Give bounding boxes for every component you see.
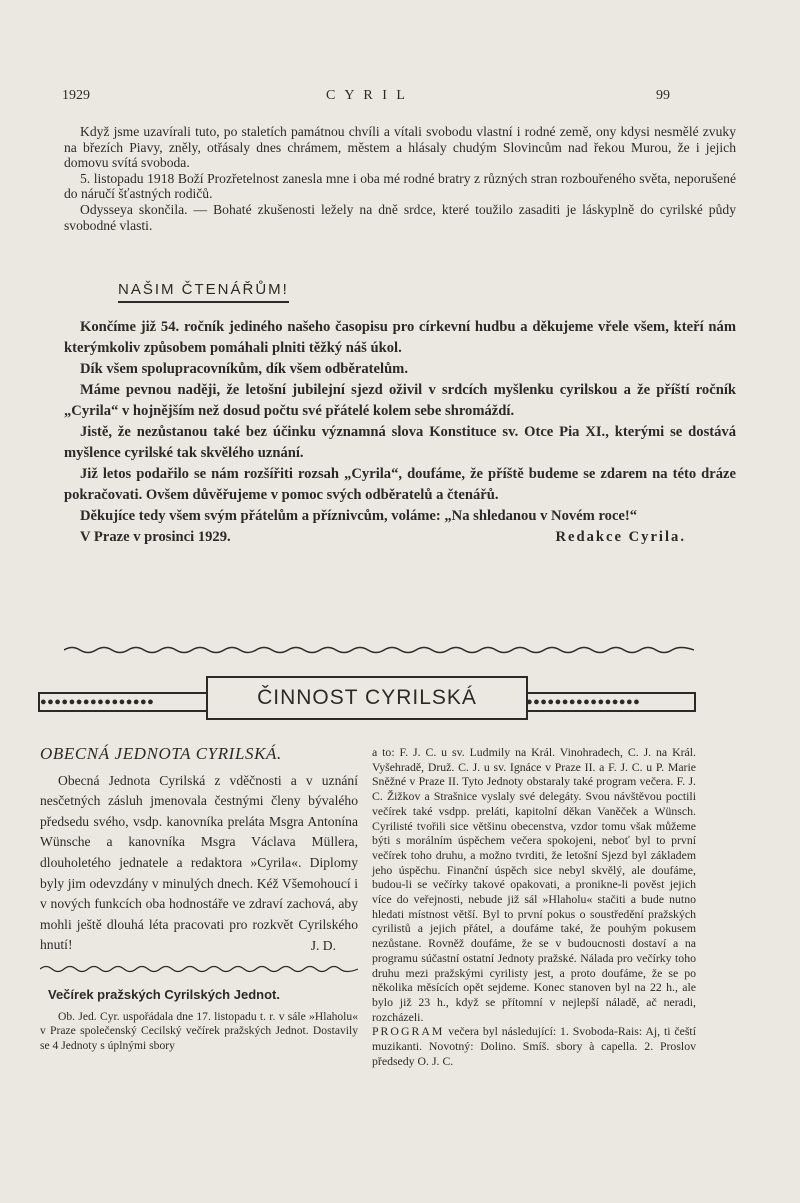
- signature: Redakce Cyrila.: [555, 529, 686, 545]
- paragraph: Když jsme uzavírali tuto, po staletích památnou chvíli a vítali svobodu vlastní i rodné země, ony kdysi nesmělé zvuky na březích Piavy, zněly, otřásaly dnes chrámem, městem a hlásaly chudým Slovincům nad řekou Murou, že i jejich domovu svítá svoboda.: [64, 124, 736, 171]
- left-column: [40, 744, 358, 1053]
- paragraph: Děkujíce tedy všem svým přátelům a příznivcům, voláme: „Na shledanou v Novém roce!“: [80, 508, 638, 524]
- header-journal-title: C Y R I L: [326, 88, 408, 103]
- intro-text: [64, 124, 736, 233]
- paragraph: a to: F. J. C. u sv. Ludmily na Král. Vinohradech, C. J. na Král. Vyšehradě, Druž. C. J. u sv. Ignáce v Praze II. a F. J. C. u P. Marie Sněžné v Praze II. Tyto Jednoty obstaraly také program večera. F. J. C. Žižkov a Strašnice vyslaly své delegáty. Svou návštěvou poctili večírek také vsdpp. preláti, kapitolní děkan Vaněček a Wünsch. Cyrilisté tvořili sice většinu obecenstva, vzdor tomu však můžeme býti s morálním úspěchem večera spokojeni, neboť byl to první večírek toho druhu, a možno tvrditi, že letošní Sjezd byl základem jeho úspěchu. Finanční úspěch sice nebyl skvělý, ale doufáme, budou-li se večírky takové opakovati, a pronikne-li pověst jejich více do veřejnosti, nebude již sál »Hlaholu« stačiti a bude nutno hledati místnost větší. Byl to první pokus o soustředění pražských cyrilistů a jejich přátel, a doufáme také, že pouhým pokusem nezůstane. Rovněž doufáme, že se v budoucnosti dostaví a na programu súčastní ostatní Jednoty pražské. Nálada pro večírky toho druhu mezi pražskými cyrilisty jest, a proto doufáme, že se po několika měsících opět sejdeme. Konec stanoven byl na 22 h., ale bylo již 23 h., když se přítomní v nejlepší náladě, ač neradi, rozcházeli.: [372, 745, 696, 1024]
- place-date: V Praze v prosinci 1929.: [80, 529, 231, 545]
- paragraph: Jistě, že nezůstanou také bez účinku významná slova Konstituce sv. Otce Pia XI., kterými se dostává myšlence cyrilské tak skvělého uznání.: [64, 424, 736, 461]
- header-page-number: 99: [656, 88, 670, 103]
- wavy-divider: [40, 963, 358, 975]
- paragraph: Dík všem spolupracovníkům, dík všem odběratelům.: [80, 361, 408, 377]
- section-banner: [38, 676, 698, 722]
- dot-ornament: ●●●●●●●●●●●●●●●●: [526, 692, 696, 712]
- article-heading: OBECNÁ JEDNOTA CYRILSKÁ.: [40, 744, 282, 763]
- paragraph: Obecná Jednota Cyrilská z vděčnosti a v uznání nesčetných zásluh jmenovala čestnými členy bývalého předsedu svého, vsdp. kanovníka preláta Msgra Antonína Wünsche a kanovníka Msgra Václava Müllera, dlouholetého jednatele a redaktora »Cyrila«. Diplomy byly jim odevzdány v minulých dnech. Kéž Všemohoucí i v nových funkcích oba hodnostáře ve zdraví zachová, aby mohli ještě dlouhá léta pracovati pro rozkvět Cyrilského hnutí!: [40, 772, 358, 953]
- paragraph: Máme pevnou naději, že letošní jubilejní sjezd oživil v srdcích myšlenku cyrilskou a že příští ročník „Cyrila“ v hojnějším než dosud počtu své přátelé kolem sebe shromáždí.: [64, 382, 736, 419]
- initials: J. D.: [310, 937, 336, 953]
- paragraph: Již letos podařilo se nám rozšířiti rozsah „Cyrila“, doufáme, že příště budeme se zdarem na této dráze pokračovati. Ovšem důvěřujeme v pomoc svých odběratelů a čtenářů.: [64, 466, 736, 503]
- dot-ornament: ●●●●●●●●●●●●●●●●: [38, 692, 206, 712]
- section-heading: NAŠIM ČTENÁŘŮM!: [118, 281, 289, 303]
- wavy-divider: [64, 643, 694, 657]
- header-year: 1929: [62, 88, 90, 103]
- paragraph: Odysseya skončila. — Bohaté zkušenosti ležely na dně srdce, které toužilo zasaditi je láskyplně do cyrilské půdy svobodné vlasti.: [64, 201, 736, 233]
- program-label: PROGRAM: [372, 1024, 445, 1039]
- paragraph: Ob. Jed. Cyr. uspořádala dne 17. listopadu t. r. v sále »Hlaholu« v Praze společenský Cecilský večírek pražských Jednot. Dostavily se 4 Jednoty s úplnými sbory: [40, 1009, 358, 1052]
- right-column: [372, 745, 696, 1068]
- program-text: večera byl následující: 1. Svoboda-Rais: Aj, ti čeští muzikanti. Novotný: Dolino. Smíš. sbory à capella. 2. Proslov předsedy O. J. C.: [372, 1024, 696, 1068]
- banner-title: ČINNOST CYRILSKÁ: [206, 676, 528, 720]
- greeting-text: [64, 317, 736, 548]
- paragraph: Končíme již 54. ročník jediného našeho časopisu pro církevní hudbu a děkujeme vřele všem, kteří nám kterýmkoliv způsobem pomáhali plniti těžký náš úkol.: [64, 319, 736, 356]
- article-subheading: Večírek pražských Cyrilských Jednot.: [48, 987, 280, 1003]
- paragraph: 5. listopadu 1918 Boží Prozřetelnost zanesla mne i oba mé rodné bratry z různých stran rozbouřeného světa, neporušené do náručí šťastných rodičů.: [64, 170, 736, 202]
